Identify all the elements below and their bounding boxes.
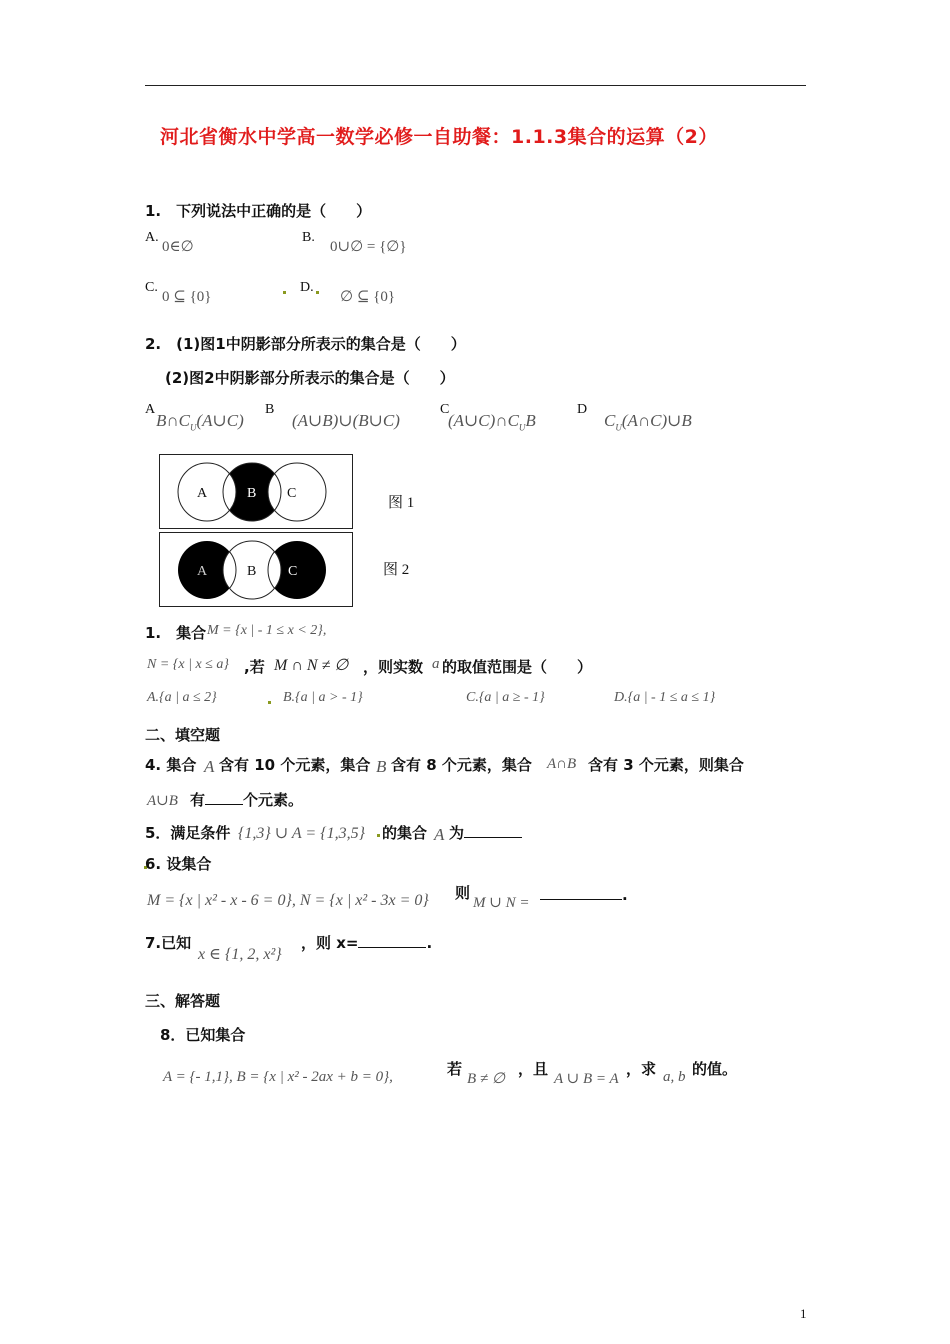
section-3-heading: 三、解答题 (145, 992, 221, 1010)
q4-union: A∪B (147, 793, 178, 809)
q5-condition: {1,3} ∪ A = {1,3,5} (238, 825, 365, 842)
q2-option-b-math: (A∪B)∪(B∪C) (292, 411, 400, 430)
header-rule (145, 85, 806, 86)
q8-text-3: ，且 (518, 1060, 549, 1078)
q2-option-c-math (448, 411, 536, 432)
q4-answer-blank[interactable] (205, 790, 243, 805)
q2-option-a-part2: (A∪C) (196, 411, 244, 430)
q6-line-end (540, 885, 628, 904)
q2-option-c-part1: (A∪C)∩C (448, 411, 519, 430)
q6-text-2: 则 (455, 884, 471, 902)
q3-n-definition: N = {x | x ≤ a} (147, 657, 229, 672)
q3-option-d: D.{a | - 1 ≤ a ≤ 1} (614, 690, 716, 705)
section-2-heading: 二、填空题 (145, 726, 221, 744)
fig1-label-b: B (247, 486, 257, 501)
q5-text-2: 的集合 (382, 824, 428, 842)
q2-option-d-label: D (577, 402, 588, 417)
marker-dot (377, 834, 380, 837)
q5-line-end (449, 822, 522, 843)
q3-suffix: ，则实数 (363, 658, 424, 676)
q7-text-2: ，则 x= (301, 934, 359, 952)
q7-text-1: 7.已知 (145, 934, 192, 952)
q1-option-d-label: D. (300, 280, 314, 295)
q1-option-a-math: 0∈∅ (162, 239, 194, 255)
q2-line2: (2)图2中阴影部分所表示的集合是（ ） (165, 369, 455, 387)
q2-option-d-sub: U (615, 422, 622, 433)
q3-option-a: A.{a | a ≤ 2} (147, 690, 217, 705)
q5-text-1: 5．满足条件 (145, 824, 231, 842)
q3-m-definition: M = {x | - 1 ≤ x < 2}, (207, 623, 327, 638)
q7-line-end (301, 932, 432, 953)
q8-condition-1: B ≠ ∅ (467, 1071, 505, 1087)
q8-text-4: ，求 (626, 1060, 657, 1078)
fig2-caption: 图 2 (383, 562, 410, 578)
venn-figure-2 (159, 532, 353, 607)
q8-text-1: 8．已知集合 (160, 1026, 246, 1044)
q1-option-b-label: B. (302, 230, 315, 245)
q1-option-c-label: C. (145, 280, 158, 295)
venn-figure-1 (159, 454, 353, 529)
q2-option-b-label: B (265, 402, 275, 417)
q8-variables: a, b (663, 1069, 686, 1085)
q4-text-2: 含有 10 个元素，集合 (219, 756, 371, 774)
q4-text-5: 有 (190, 791, 206, 809)
q2-option-d-part2: (A∩C)∪B (621, 411, 692, 430)
q6-sets: M = {x | x² - x - 6 = 0}, N = {x | x² - 3x = 0} (147, 892, 429, 909)
q5-set-a: A (434, 825, 445, 844)
q3-variable: a (432, 656, 440, 672)
marker-dot (316, 291, 319, 294)
q7-end: . (426, 934, 433, 952)
q6-answer-blank[interactable] (540, 885, 622, 900)
q2-option-c-label: C (440, 402, 450, 417)
q2-option-d-part1: C (604, 411, 616, 430)
q2-option-a-sub: U (190, 422, 197, 433)
q1-option-c-math: 0 ⊆ {0} (162, 289, 212, 305)
q4-set-a: A (204, 757, 215, 776)
q4-text-6: 个元素。 (243, 791, 304, 809)
page-number: 1 (800, 1306, 807, 1321)
page-title: 河北省衡水中学高一数学必修一自助餐：1.1.3集合的运算（2） (160, 126, 718, 148)
q3-suffix2: 的取值范围是（ ） (442, 658, 593, 676)
q1-option-a-label: A. (145, 230, 159, 245)
q1-option-d-math: ∅ ⊆ {0} (340, 289, 396, 305)
q8-condition-2: A ∪ B = A (554, 1071, 619, 1087)
q2-option-c-part2: B (525, 411, 536, 430)
fig2-label-c: C (288, 564, 298, 579)
q1-stem: 1. 下列说法中正确的是（ ） (145, 202, 372, 220)
q5-answer-blank[interactable] (464, 823, 522, 838)
q7-answer-blank[interactable] (358, 933, 426, 948)
q7-condition: x ∈ {1, 2, x²} (198, 946, 282, 963)
q2-option-c-sub: U (518, 422, 526, 433)
q8-sets: A = {- 1,1}, B = {x | x² - 2ax + b = 0}, (163, 1069, 393, 1085)
venn-figure-1-diagram (160, 455, 352, 528)
q4-set-b: B (376, 757, 387, 776)
q1-option-b-math: 0∪∅ = {∅} (330, 239, 407, 255)
q4-line2 (190, 789, 303, 810)
fig1-label-a: A (197, 486, 208, 501)
q2-option-a-part1: B∩C (156, 411, 190, 430)
fig2-label-a: A (197, 564, 208, 579)
q2-line1: 2. (1)图1中阴影部分所表示的集合是（ ） (145, 335, 466, 353)
q3-option-c: C.{a | a ≥ - 1} (466, 690, 545, 705)
marker-dot (283, 291, 286, 294)
q3-condition: M ∩ N ≠ ∅ (274, 657, 349, 674)
marker-dot (268, 701, 271, 704)
q2-option-d-math (604, 411, 692, 432)
q6-text-1: 6. 设集合 (145, 855, 212, 873)
q4-text-1: 4. 集合 (145, 756, 197, 774)
q3-prefix: 1. 集合 (145, 624, 207, 642)
fig2-label-b: B (247, 564, 257, 579)
q4-text-3: 含有 8 个元素，集合 (391, 756, 532, 774)
fig1-caption: 图 1 (388, 495, 415, 511)
q6-union: M ∪ N = (473, 895, 530, 911)
q4-intersection: A∩B (547, 756, 577, 772)
fig1-label-c: C (287, 486, 297, 501)
q8-text-5: 的值。 (692, 1060, 738, 1078)
q5-text-3: 为 (449, 824, 465, 842)
q2-option-a-math (156, 411, 244, 432)
q3-mid: ,若 (244, 658, 265, 676)
q8-text-2: 若 (447, 1060, 463, 1078)
venn-figure-2-diagram (160, 533, 352, 606)
q4-text-4: 含有 3 个元素，则集合 (588, 756, 744, 774)
q3-option-b: B.{a | a > - 1} (283, 690, 363, 705)
q6-end: . (622, 886, 628, 904)
q2-option-a-label: A (145, 402, 156, 417)
